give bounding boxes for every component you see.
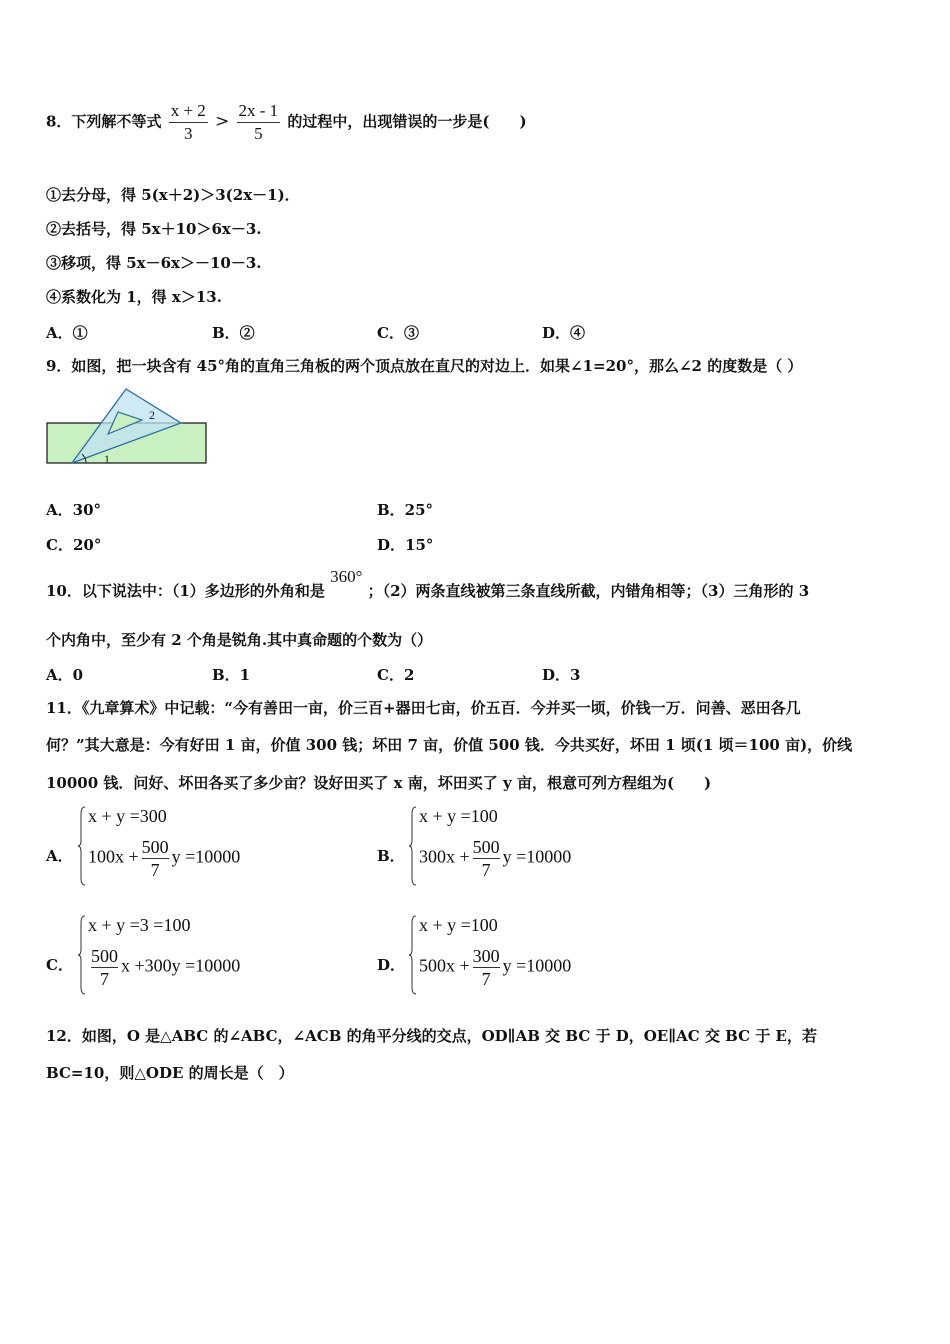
q11-b-eq2: 300x + $\frac{500}{7}$ y =10000 (419, 837, 572, 880)
q11-option-a-label[interactable]: A． (46, 847, 73, 865)
q11-option-a-system[interactable] (78, 806, 278, 886)
q8-step-3: ③移项，得 5x－6x＞－10－3. (46, 254, 262, 272)
q12-stem-line2: BC=10，则△ODE 的周长是（ ） (46, 1064, 294, 1082)
q8-step-1: ①去分母，得 5(x＋2)＞3(2x－1)． (46, 186, 300, 204)
q10-option-b[interactable]: B．1 (212, 666, 251, 684)
q11-stem-line3: 10000 钱．问好、坏田各买了多少亩？设好田买了 x 南，坏田买了 y 亩，根意可列方程组为( ) (46, 774, 712, 792)
q10-stem-line1 (46, 567, 810, 601)
q8-fraction-left: $\frac{x + 2}{3}$ (170, 101, 206, 143)
q8-option-b[interactable]: B．② (212, 324, 255, 342)
q11-b-eq1: x + y =100 (419, 806, 498, 826)
q11-option-b-system[interactable] (409, 806, 609, 886)
q11-option-c-label[interactable]: C． (46, 956, 73, 974)
q8-fraction-right: $\frac{2x - 1}{5}$ (238, 101, 279, 143)
q9-option-b[interactable]: B．25° (377, 501, 434, 519)
q11-stem-line2: 何？”其大意是：今有好田 1 亩，价值 300 钱；坏田 7 亩，价值 500 钱．今共买好，坏田 1 顷(1 顷＝100 亩)，价线 (46, 736, 853, 754)
q11-a-eq2: 100x + $\frac{500}{7}$ y =10000 (88, 837, 241, 880)
q9-ruler-triangle-figure (46, 386, 210, 468)
q10-option-a[interactable]: A．0 (46, 666, 84, 684)
q8-stem (46, 100, 527, 145)
q8-option-d[interactable]: D．④ (542, 324, 586, 342)
q9-option-c[interactable]: C．20° (46, 536, 102, 554)
q12-stem-line1: 12．如图，O 是△ABC 的∠ABC，∠ACB 的角平分线的交点，OD∥AB 交 BC 于 D，OE∥AC 交 BC 于 E，若 (46, 1027, 817, 1045)
q11-d-eq1: x + y =100 (419, 915, 498, 935)
q11-option-b-label[interactable]: B． (377, 847, 405, 865)
q8-option-c[interactable]: C．③ (377, 324, 419, 342)
q11-a-eq1: x + y =300 (88, 806, 167, 826)
q10-option-c[interactable]: C．2 (377, 666, 415, 684)
brace-icon (78, 915, 86, 995)
q11-option-d-system[interactable] (409, 915, 609, 995)
q8-prefix: 8．下列解不等式 (46, 112, 162, 131)
q8-suffix: 的过程中，出现错误的一步是( ) (287, 112, 527, 131)
brace-icon (409, 915, 417, 995)
q10-suffix: ；（2）两条直线被第三条直线所截，内错角相等；（3）三角形的 3 (367, 582, 810, 600)
q11-option-d-label[interactable]: D． (377, 956, 406, 974)
q10-option-d[interactable]: D．3 (542, 666, 581, 684)
q11-d-eq2: 500x + $\frac{300}{7}$ y =10000 (419, 946, 572, 989)
q11-c-eq1: x + y =3 =100 (88, 915, 191, 935)
q8-step-4: ④系数化为 1，得 x＞13. (46, 288, 222, 306)
q10-stem-line2: 个内角中，至少有 2 个角是锐角.其中真命题的个数为（） (46, 631, 433, 649)
q10-prefix: 10．以下说法中：（1）多边形的外角和是 (46, 582, 325, 600)
brace-icon (409, 806, 417, 886)
q10-inline-value: 360° (330, 567, 363, 586)
q8-gt-sign: > (215, 111, 230, 132)
q8-option-a[interactable]: A．① (46, 324, 88, 342)
q9-option-a[interactable]: A．30° (46, 501, 102, 519)
angle-label-2: 2 (149, 408, 155, 422)
q9-option-d[interactable]: D．15° (377, 536, 434, 554)
angle-label-1: 1 (104, 452, 110, 466)
q8-step-2: ②去括号，得 5x＋10＞6x－3. (46, 220, 262, 238)
q11-stem-line1: 11．《九章算术》中记载：“今有善田一亩，价三百+器田七亩，价五百．今并买一顷，价钱一万．问善、恶田各几 (46, 699, 801, 717)
brace-icon (78, 806, 86, 886)
q11-option-c-system[interactable] (78, 915, 278, 995)
q11-c-eq2: $\frac{500}{7}$ x +300y =10000 (91, 946, 241, 989)
q9-stem: 9．如图，把一块含有 45°角的直角三角板的两个顶点放在直尺的对边上．如果∠1=20°，那么∠2 的度数是（ ） (46, 357, 803, 375)
